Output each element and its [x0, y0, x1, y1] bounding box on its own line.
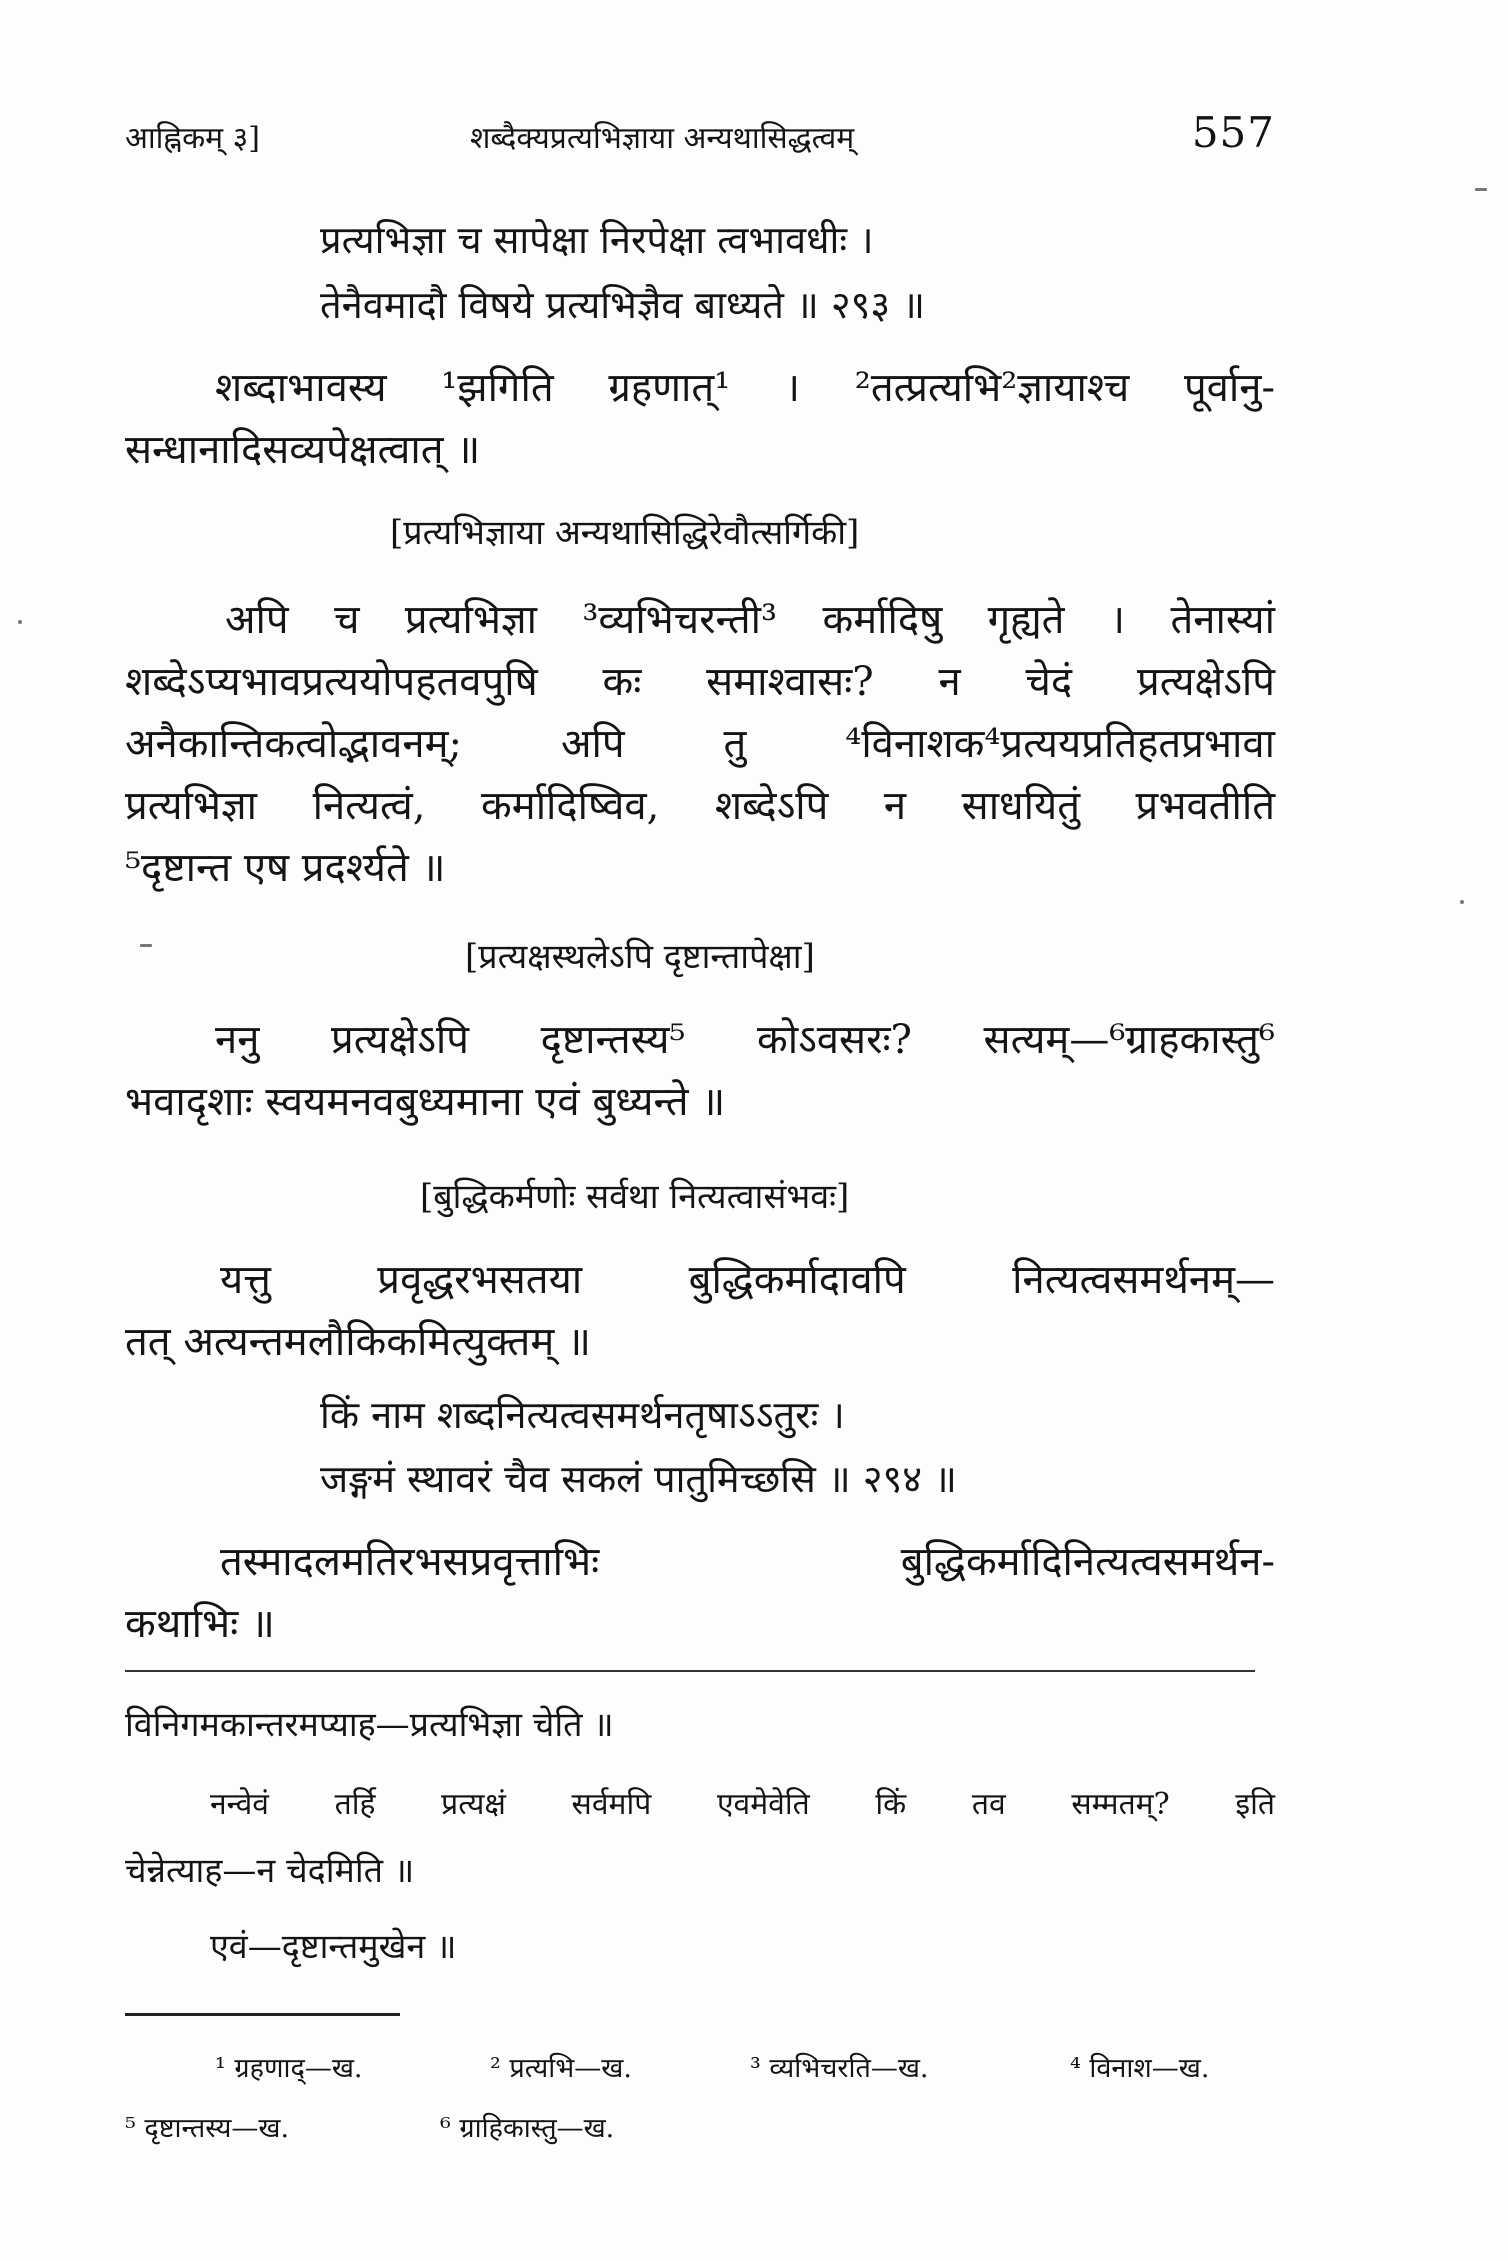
paragraph-2-line-1: अपि च प्रत्यभिज्ञा ³व्यभिचरन्ती³ कर्मादिषु गृह्यते । तेनास्यां	[225, 597, 1275, 643]
paragraph-3-line-1: ननु प्रत्यक्षेऽपि दृष्टान्तस्य⁵ कोऽवसरः? सत्यम्—⁶ग्राहकास्तु⁶	[215, 1017, 1275, 1063]
footnote-5: ⁵ दृष्टान्तस्य—ख.	[125, 2113, 290, 2144]
paragraph-2-line-4: प्रत्यभिज्ञा नित्यत्वं, कर्मादिष्विव, शब्देऽपि न साधयितुं प्रभवतीति	[125, 783, 1275, 829]
scan-speck	[1475, 188, 1487, 191]
footnote-divider	[125, 2013, 400, 2016]
commentary-line-2: नन्वेवं तर्हि प्रत्यक्षं सर्वमपि एवमेवेति किं तव सम्मतम्? इति	[210, 1787, 1275, 1822]
paragraph-1-line-2: सन्धानादिसव्यपेक्षत्वात् ॥	[125, 427, 481, 473]
footnote-4: ⁴ विनाश—ख.	[1070, 2053, 1210, 2084]
section-heading-1: [प्रत्यभिज्ञाया अन्यथासिद्धिरेवौत्सर्गिकी]	[390, 513, 860, 553]
header-section-label: आह्निकम् ३]	[125, 121, 260, 156]
footnote-1: ¹ ग्रहणाद्—ख.	[215, 2053, 363, 2084]
paragraph-5-line-2: कथाभिः ॥	[125, 1601, 275, 1647]
paragraph-4-line-1: यत्तु प्रवृद्धरभसतया बुद्धिकर्मादावपि नित्यत्वसमर्थनम्—	[220, 1257, 1275, 1303]
paragraph-3-line-2: भवादृशाः स्वयमनवबुध्यमाना एवं बुध्यन्ते ॥	[125, 1079, 726, 1125]
paragraph-1-line-1: शब्दाभावस्य ¹झगिति ग्रहणात्¹ । ²तत्प्रत्यभि²ज्ञायाश्च पूर्वानु-	[215, 365, 1275, 411]
footnote-3: ³ व्यभिचरति—ख.	[750, 2053, 929, 2084]
commentary-line-4: एवं—दृष्टान्तमुखेन ॥	[210, 1927, 457, 1967]
commentary-line-1: विनिगमकान्तरमप्याह—प्रत्यभिज्ञा चेति ॥	[125, 1705, 614, 1745]
page-number: 557	[1191, 108, 1275, 157]
paragraph-4-line-2: तत् अत्यन्तमलौकिकमित्युक्तम् ॥	[125, 1319, 591, 1365]
scan-speck	[18, 620, 22, 624]
paragraph-2-line-3: अनैकान्तिकत्वोद्भावनम्; अपि तु ⁴विनाशक⁴प्रत्ययप्रतिहतप्रभावा	[125, 721, 1275, 767]
verse-293-line-2: तेनैवमादौ विषये प्रत्यभिज्ञैव बाध्यते ॥ २९३ ॥	[320, 283, 925, 327]
paragraph-5-line-1: तस्मादलमतिरभसप्रवृत्ताभिः बुद्धिकर्मादिनित्यत्वसमर्थन-	[220, 1539, 1275, 1585]
paragraph-2-line-2: शब्देऽप्यभावप्रत्ययोपहतवपुषि कः समाश्वासः? न चेदं प्रत्यक्षेऽपि	[125, 659, 1275, 705]
running-header	[125, 108, 1275, 168]
header-title: शब्दैक्यप्रत्यभिज्ञाया अन्यथासिद्धत्वम्	[470, 121, 855, 156]
verse-293-line-1: प्रत्यभिज्ञा च सापेक्षा निरपेक्षा त्वभावधीः ।	[320, 218, 874, 262]
commentary-line-3: चेन्नेत्याह—न चेदमिति ॥	[125, 1851, 415, 1891]
verse-294-line-2: जङ्गमं स्थावरं चैव सकलं पातुमिच्छसि ॥ २९४ ॥	[320, 1457, 957, 1501]
footnote-2: ² प्रत्यभि—ख.	[490, 2053, 632, 2084]
paragraph-2-line-5: ⁵दृष्टान्त एष प्रदर्श्यते ॥	[125, 845, 446, 891]
section-heading-2: [प्रत्यक्षस्थलेऽपि दृष्टान्तापेक्षा]	[465, 937, 815, 977]
verse-294-line-1: किं नाम शब्दनित्यत्वसमर्थनतृषाऽऽतुरः ।	[320, 1393, 845, 1437]
commentary-divider	[125, 1670, 1255, 1672]
footnote-6: ⁶ ग्राहिकास्तु—ख.	[440, 2113, 615, 2144]
section-heading-3: [बुद्धिकर्मणोः सर्वथा नित्यत्वासंभवः]	[420, 1177, 850, 1217]
scan-speck	[1460, 900, 1464, 904]
scan-speck	[140, 944, 152, 947]
